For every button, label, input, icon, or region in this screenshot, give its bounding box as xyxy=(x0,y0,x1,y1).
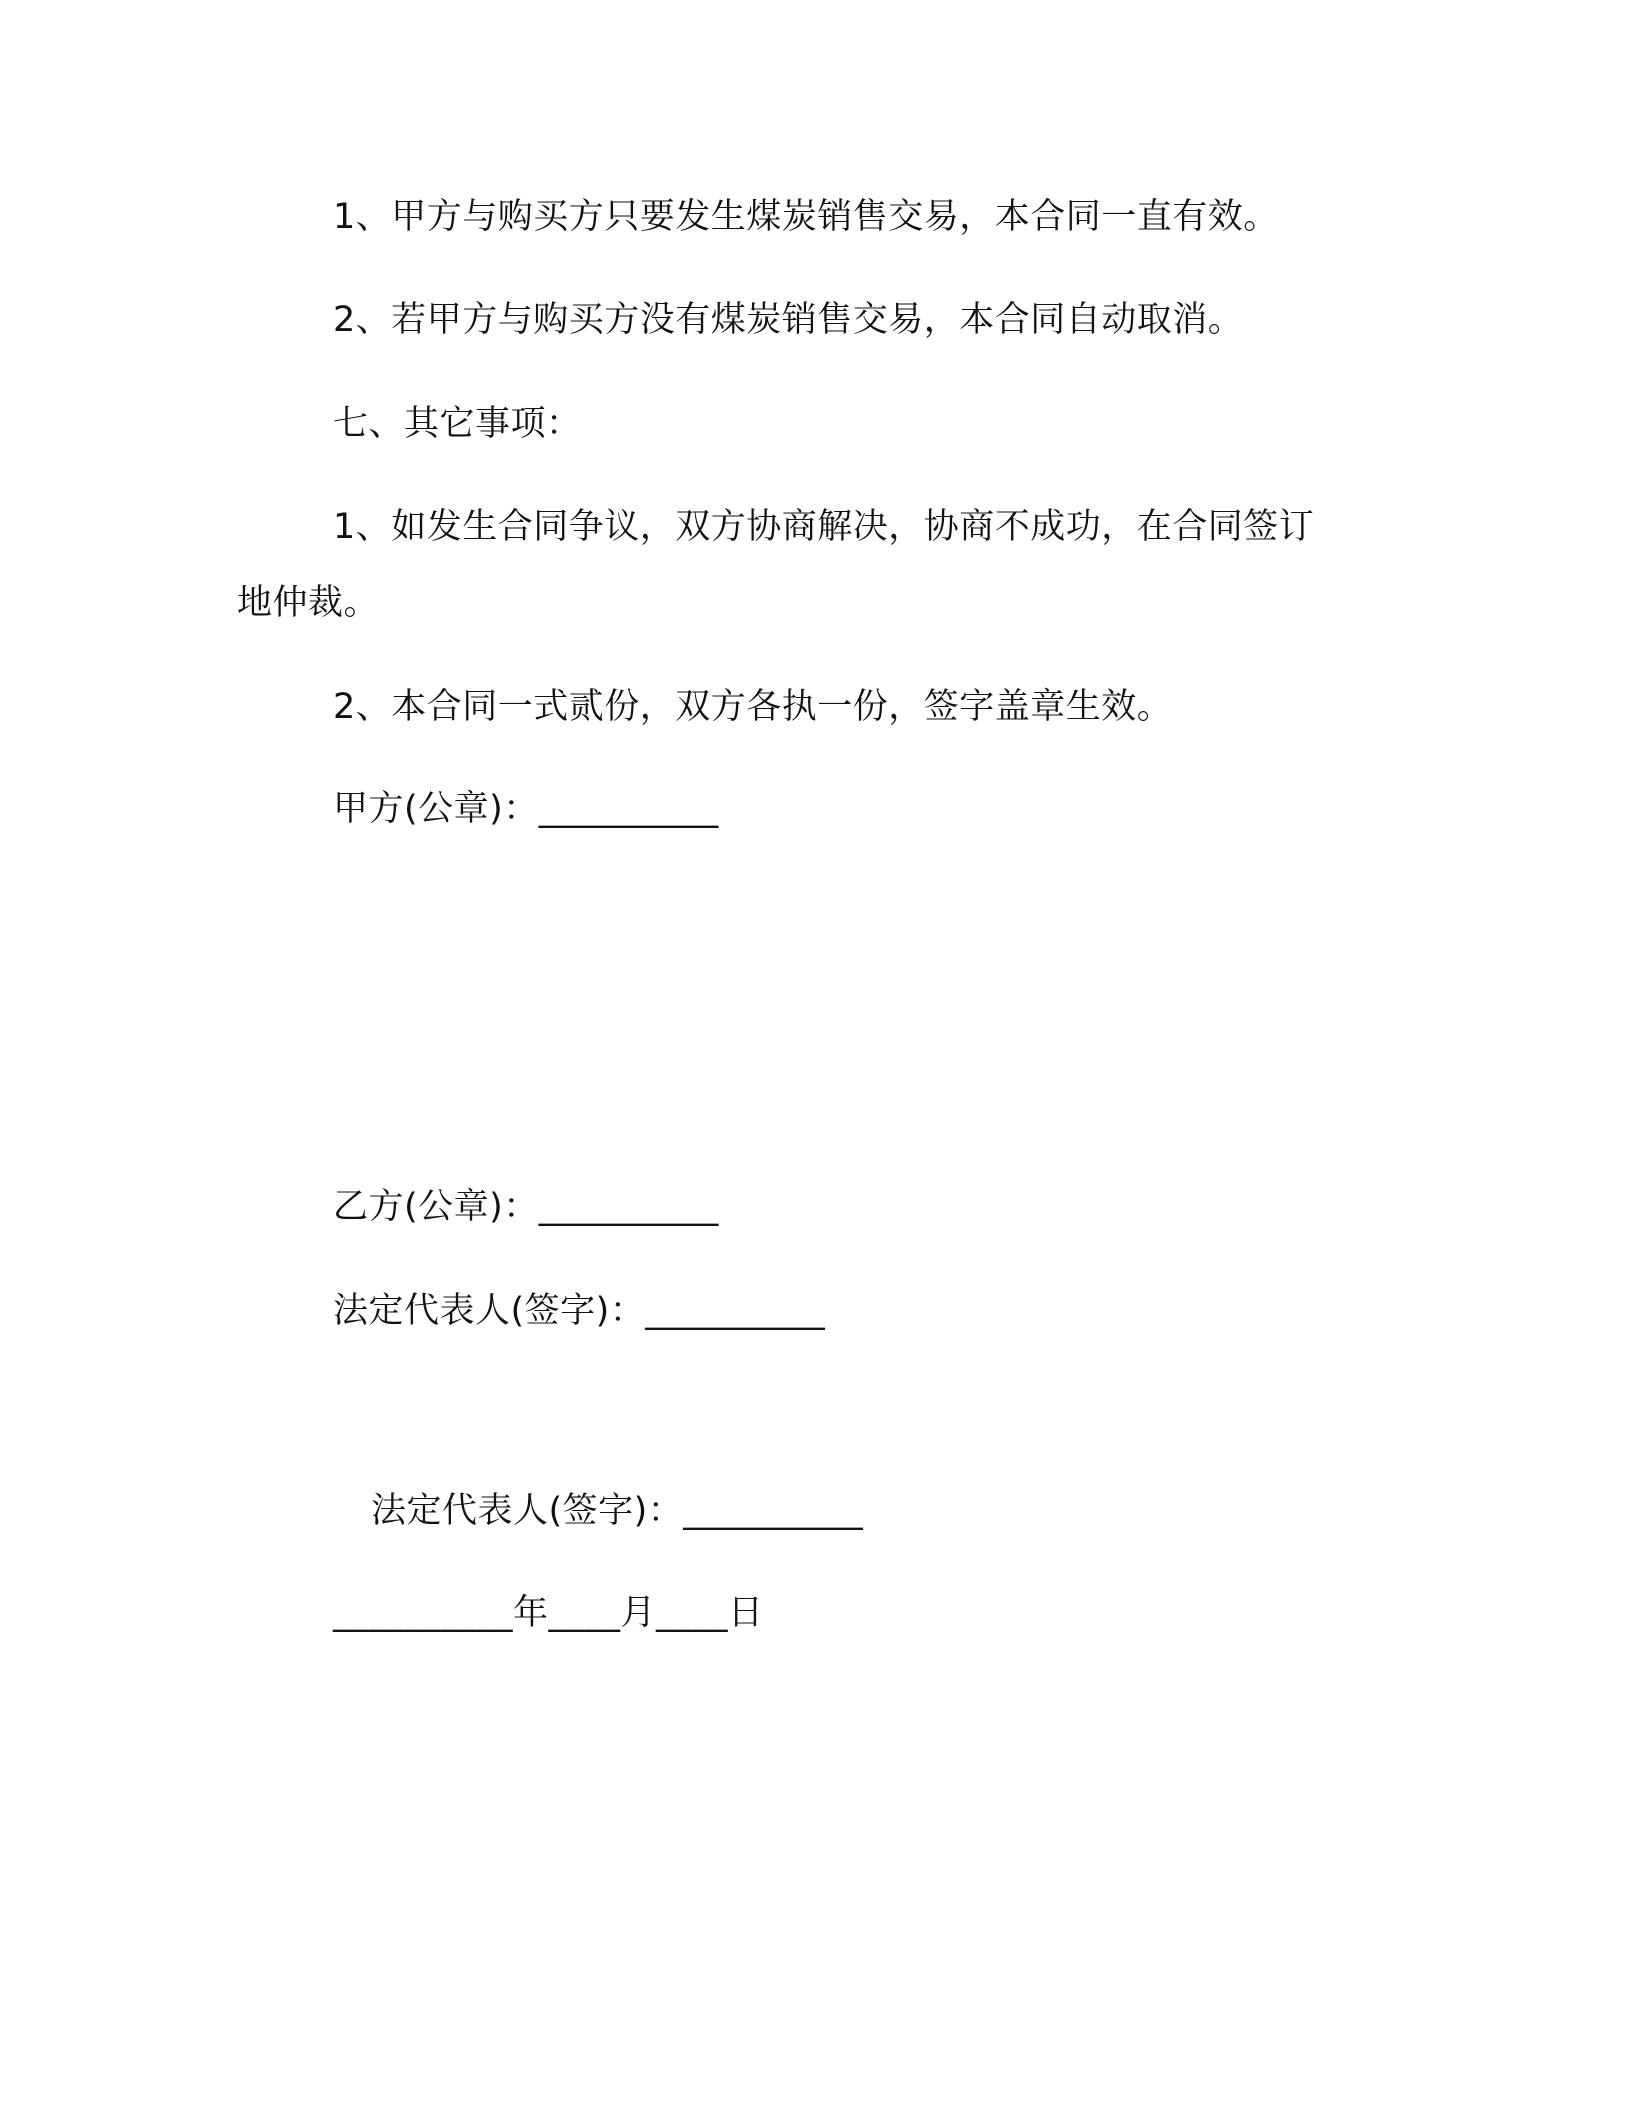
party-a-seal-field: 甲方(公章)：__________ xyxy=(333,789,719,829)
other-matters-clause-1-line-1: 1、如发生合同争议，双方协商解决，协商不成功，在合同签订 xyxy=(333,507,1315,547)
legal-representative-signature-2: 法定代表人(签字)：__________ xyxy=(371,1491,864,1531)
section-heading-other-matters: 七、其它事项： xyxy=(333,404,582,444)
other-matters-clause-2: 2、本合同一式贰份，双方各执一份，签字盖章生效。 xyxy=(333,687,1173,727)
validity-clause-2: 2、若甲方与购买方没有煤炭销售交易，本合同自动取消。 xyxy=(333,300,1244,340)
legal-representative-signature-1: 法定代表人(签字)：__________ xyxy=(333,1291,826,1331)
validity-clause-1: 1、甲方与购买方只要发生煤炭销售交易，本合同一直有效。 xyxy=(333,197,1279,237)
signing-date-field: __________年____月____日 xyxy=(333,1593,764,1633)
other-matters-clause-1-line-2: 地仲裁。 xyxy=(237,583,380,623)
party-b-seal-field: 乙方(公章)：__________ xyxy=(333,1187,719,1227)
